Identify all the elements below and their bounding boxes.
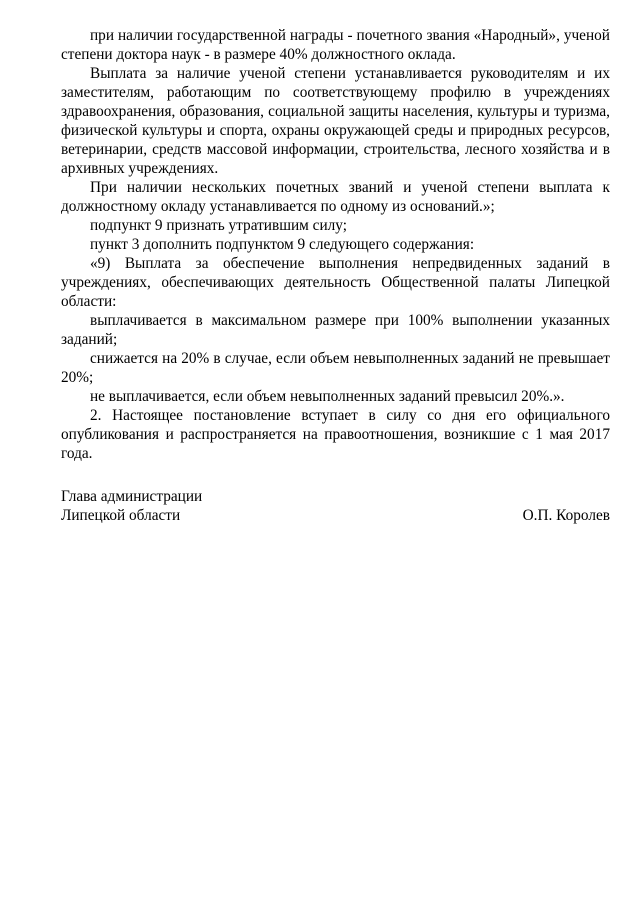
- paragraph-effective-date: 2. Настоящее постановление вступает в силу со дня его официального опубликования и распространяется на правоотношения, возникшие с 1 мая 2017 года.: [61, 407, 610, 462]
- paragraph-item-3-addition: пункт 3 дополнить подпунктом 9 следующего содержания:: [90, 236, 475, 253]
- paragraph-subitem-9-void: подпункт 9 признать утратившим силу;: [90, 217, 347, 234]
- signatory-position-line1: Глава администрации: [61, 488, 203, 505]
- document-body: [61, 26, 610, 463]
- paragraph-no-payment: не выплачивается, если объем невыполненных заданий превысил 20%.».: [90, 388, 565, 405]
- paragraph-degree-payment: Выплата за наличие ученой степени устанавливается руководителям и их заместителям, работающим по соответствующему профилю в учреждениях здравоохранения, образования, социальной защиты населения, культуры и туризма, физической культуры и спорта, охраны окружающей среды и природных ресурсов, ветеринарии, средств массовой информации, строительства, лесного хозяйства и в архивных учреждениях.: [61, 65, 610, 177]
- signatory-name: О.П. Королев: [522, 507, 610, 524]
- paragraph-reduction: снижается на 20% в случае, если объем невыполненных заданий не превышает 20%;: [61, 350, 610, 386]
- signature-block: [61, 487, 610, 525]
- paragraph-max-payment: выплачивается в максимальном размере при 100% выполнении указанных заданий;: [61, 312, 610, 348]
- paragraph-multiple-titles: При наличии нескольких почетных званий и ученой степени выплата к должностному окладу устанавливается по одному из оснований.»;: [61, 179, 610, 215]
- signature-line: [61, 506, 610, 525]
- signatory-position-line2: Липецкой области: [61, 507, 181, 524]
- paragraph-unforeseen-tasks: «9) Выплата за обеспечение выполнения непредвиденных заданий в учреждениях, обеспечивающих деятельность Общественной палаты Липецкой области:: [61, 255, 610, 310]
- paragraph-award-rate: при наличии государственной награды - почетного звания «Народный», ученой степени доктора наук - в размере 40% должностного оклада.: [61, 27, 610, 63]
